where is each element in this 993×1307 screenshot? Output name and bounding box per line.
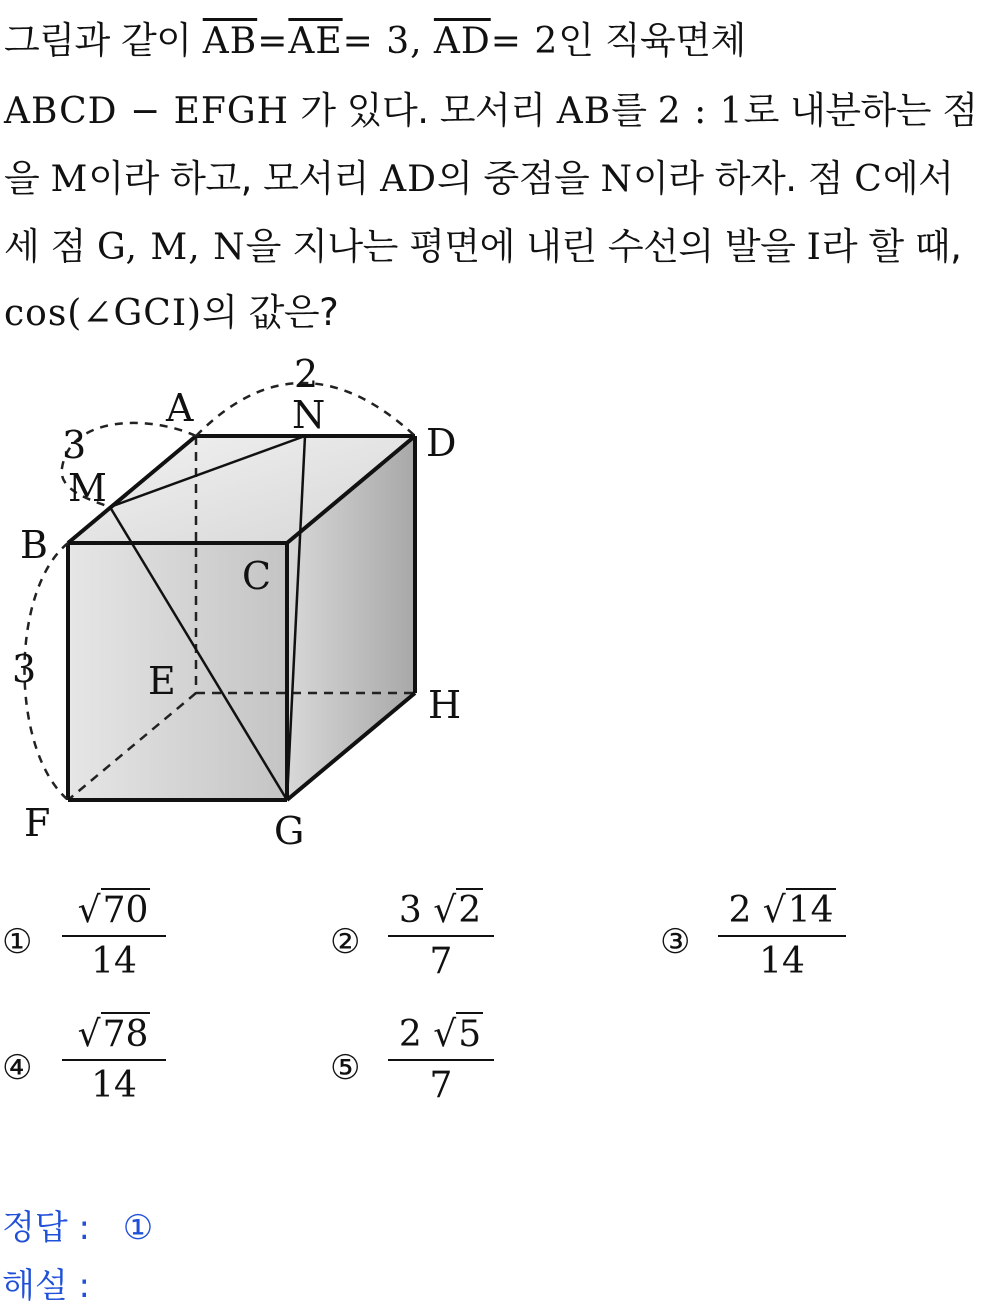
problem-line-5: cos(∠GCI)의 값은? [4,291,339,334]
choice-1-mark: ① [2,922,33,962]
label-a: A [166,386,194,430]
problem-line-3: 을 M이라 하고, 모서리 AD의 중점을 N이라 하자. 점 C에서 [4,157,954,200]
choice-2-mark: ② [330,922,361,962]
problem-line-2: ABCD − EFGH 가 있다. 모서리 AB를 2 : 1로 내분하는 점 [4,89,978,132]
label-g: G [274,809,305,853]
label-h: H [428,683,462,727]
choice-4-fraction: √78 14 [62,1014,166,1106]
segment-ab: $\overline{AB}$ [202,21,258,62]
explanation-label: 해설 : [2,1266,90,1306]
label-e: E [148,659,176,703]
segment-ae: $\overline{AE}$ [288,21,343,62]
dim-label-am: 3 [62,423,87,467]
dim-label-bf: 3 [12,647,37,691]
choice-2-fraction: 3 √2 7 [388,890,494,982]
label-m: M [68,466,107,510]
choice-4-mark: ④ [2,1048,33,1088]
segment-ad: $\overline{AD}$ [433,21,491,62]
label-d: D [426,421,457,465]
problem-line-1: 그림과 같이 $\overline{AB}=\overline{AE}= 3$, $\overline{AD}= 2$인 직육면체 [4,19,746,62]
answer-line [2,1200,153,1249]
choice-3-mark: ③ [660,922,691,962]
label-c: C [242,554,272,598]
cuboid-figure [0,340,520,860]
answer-label: 정답 : [2,1208,90,1248]
label-b: B [20,523,48,567]
problem-line-4: 세 점 G, M, N을 지나는 평면에 내린 수선의 발을 I라 할 때, [4,225,962,268]
answer-value: ① [122,1208,154,1248]
choice-5-mark: ⑤ [330,1048,361,1088]
choice-5-fraction: 2 √5 7 [388,1014,494,1106]
label-f: F [24,801,51,845]
choice-3-fraction: 2 √14 14 [718,890,846,982]
dim-label-top: 2 [294,352,319,396]
label-n: N [292,393,326,437]
choice-1-fraction: √70 14 [62,890,166,982]
